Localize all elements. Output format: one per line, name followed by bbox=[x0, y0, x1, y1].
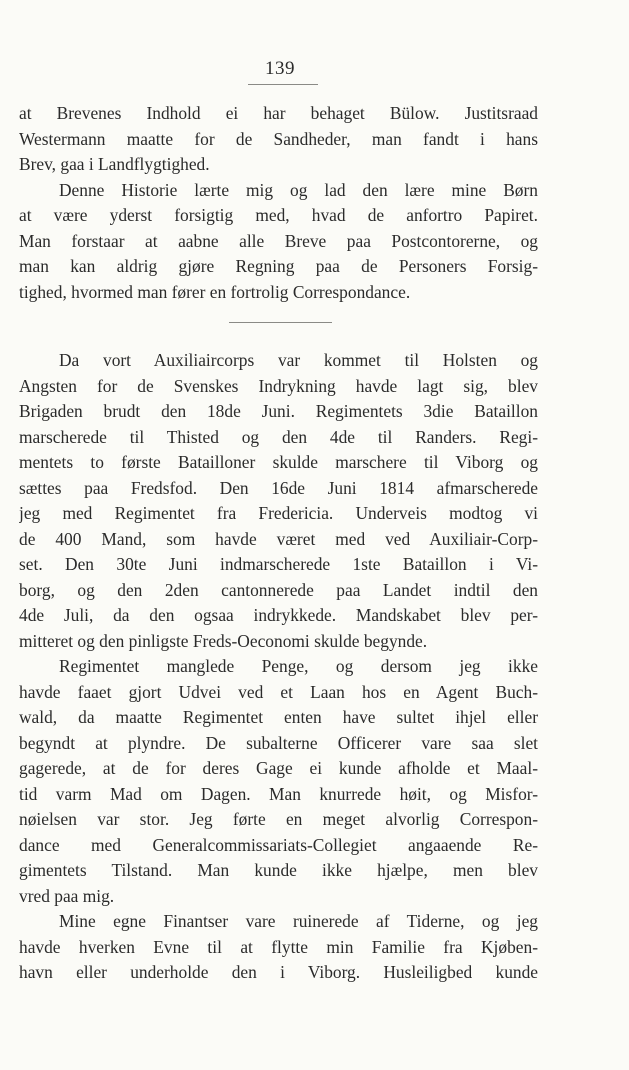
text-line: tid varm Mad om Dagen. Man knurrede høit, og Misfor- bbox=[19, 783, 538, 804]
text-line: Da vort Auxiliaircorps var kommet til Holsten og bbox=[59, 350, 538, 370]
text-line: Mine egne Finantser vare ruinerede af Tiderne, og jeg bbox=[59, 911, 538, 931]
paragraph-block-1 bbox=[19, 101, 538, 305]
text-line: gagerede, at de for deres Gage ei kunde afholde et Maal- bbox=[19, 758, 538, 778]
text-line: at være yderst forsigtig med, hvad de anfortro Papiret. bbox=[19, 205, 538, 225]
text-line: gimentets Tilstand. Man kunde ikke hjælpe, men blev bbox=[19, 860, 538, 880]
text-line: vred paa mig. bbox=[19, 885, 115, 906]
text-line: Brev, gaa i Landflygtighed. bbox=[19, 154, 210, 174]
text-line: set. Den 30te Juni indmarscherede 1ste Bataillon i Vi- bbox=[19, 554, 538, 574]
text-line: jeg med Regimentet fra Fredericia. Underveis modtog vi bbox=[19, 503, 538, 523]
text-line: de 400 Mand, som havde været med ved Auxiliair-Corp- bbox=[19, 528, 538, 549]
text-line: mitteret og den pinligste Freds-Oeconomi skulde begynde. bbox=[19, 630, 428, 651]
text-line: Westermann maatte for de Sandheder, man fandt i hans bbox=[19, 128, 538, 149]
text-line: dance med Generalcommissariats-Collegiet angaaende Re- bbox=[19, 834, 538, 855]
page-number: 139 bbox=[265, 58, 295, 79]
text-line: Angsten for de Svenskes Indrykning havde lagt sig, blev bbox=[19, 375, 538, 396]
text-line: Denne Historie lærte mig og lad den lære mine Børn bbox=[59, 179, 538, 200]
text-line: Regimentet manglede Penge, og dersom jeg ikke bbox=[59, 656, 538, 676]
text-line: wald, da maatte Regimentet enten have sultet ihjel eller bbox=[19, 707, 538, 727]
text-line: sættes paa Fredsfod. Den 16de Juni 1814 afmarscherede bbox=[19, 477, 538, 498]
text-line: nøielsen var stor. Jeg førte en meget alvorlig Correspon- bbox=[19, 809, 538, 829]
text-line: Brigaden brudt den 18de Juni. Regimentets 3die Bataillon bbox=[19, 401, 538, 421]
text-line: havde hverken Evne til at flytte min Familie fra Kjøben- bbox=[19, 936, 538, 957]
text-line: mentets to første Batailloner skulde marschere til Viborg og bbox=[19, 452, 538, 472]
text-line: havn eller underholde den i Viborg. Husleiligbed kunde bbox=[19, 962, 538, 982]
text-line: tighed, hvormed man fører en fortrolig Correspondance. bbox=[19, 281, 411, 302]
text-line: begyndt at plyndre. De subalterne Officerer vare saa slet bbox=[19, 732, 538, 753]
page-number-underline bbox=[248, 84, 318, 85]
text-line: 4de Juli, da den ogsaa indrykkede. Mandskabet blev per- bbox=[19, 605, 538, 625]
text-line: at Brevenes Indhold ei har behaget Bülow. Justitsraad bbox=[19, 103, 538, 123]
paragraph-block-2 bbox=[19, 348, 538, 986]
text-line: man kan aldrig gjøre Regning paa de Personers Forsig- bbox=[19, 256, 538, 276]
section-divider bbox=[229, 322, 332, 323]
text-line: marscherede til Thisted og den 4de til Randers. Regi- bbox=[19, 426, 538, 447]
text-line: borg, og den 2den cantonnerede paa Landet indtil den bbox=[19, 579, 538, 600]
text-line: havde faaet gjort Udvei ved et Laan hos en Agent Buch- bbox=[19, 681, 538, 702]
text-line: Man forstaar at aabne alle Breve paa Postcontorerne, og bbox=[19, 230, 538, 251]
